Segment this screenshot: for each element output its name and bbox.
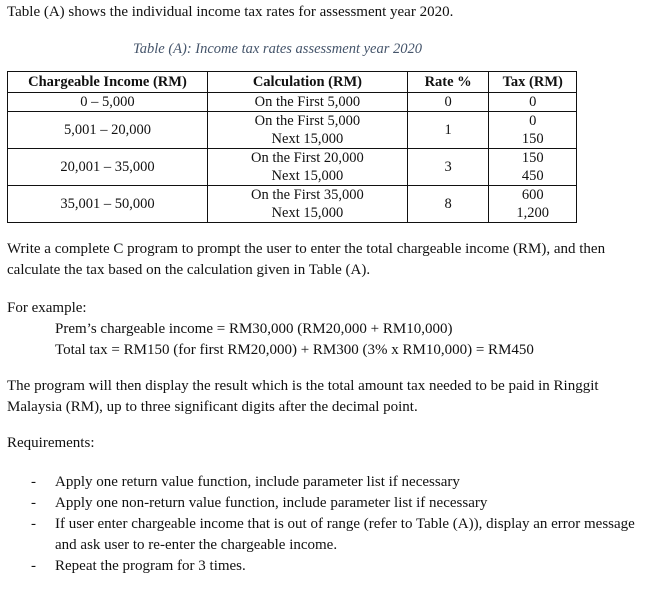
list-item: [7, 493, 637, 514]
calculation-cell: [207, 186, 407, 223]
calculation-cell: [207, 149, 407, 186]
example-line: Prem’s chargeable income = RM30,000 (RM20,000 + RM10,000): [55, 321, 453, 337]
result-description: The program will then display the result which is the total amount tax needed to be paid in Ringgit Malaysia (RM), up to three significant digits after the decimal point.: [7, 378, 599, 415]
tax-line: 150: [521, 131, 544, 147]
tax-cell: [489, 93, 577, 112]
tax-cell: [489, 186, 577, 223]
header-rate: Rate %: [407, 72, 489, 93]
bullet-dash: -: [31, 558, 36, 574]
example-block: [7, 298, 637, 361]
list-item: [7, 556, 637, 577]
calculation-line: On the First 5,000: [254, 113, 361, 129]
table-row: [8, 112, 577, 149]
tax-line: 0: [529, 113, 537, 129]
table-row: [8, 93, 577, 112]
calculation-line: On the First 35,000: [250, 187, 364, 203]
table-header-row: [8, 72, 577, 93]
header-tax: Tax (RM): [489, 72, 577, 93]
calculation-line: On the First 5,000: [254, 94, 361, 110]
task-description: Write a complete C program to prompt the user to enter the total chargeable income (RM), and then calculate the tax based on the calculation given in Table (A).: [7, 241, 606, 278]
list-item: [7, 514, 637, 556]
tax-cell: [489, 149, 577, 186]
income-cell: 0 – 5,000: [8, 93, 208, 112]
bullet-dash: -: [31, 495, 36, 511]
tax-rate-table: [7, 71, 577, 223]
table-caption: Table (A): Income tax rates assessment year 2020: [133, 41, 423, 57]
calculation-cell: [207, 93, 407, 112]
income-cell: 35,001 – 50,000: [8, 186, 208, 223]
tax-cell: [489, 112, 577, 149]
rate-cell: 3: [407, 149, 489, 186]
calculation-line: Next 15,000: [271, 131, 344, 147]
intro-text: Table (A) shows the individual income tax rates for assessment year 2020.: [7, 4, 454, 20]
requirement-text: Repeat the program for 3 times.: [55, 558, 246, 574]
tax-line: 150: [521, 150, 544, 166]
rate-cell: 0: [407, 93, 489, 112]
bullet-dash: -: [31, 474, 36, 490]
requirement-text: If user enter chargeable income that is out of range (refer to Table (A)), display an error message and ask user to re-enter the chargeable income.: [55, 516, 635, 553]
header-chargeable-income: Chargeable Income (RM): [8, 72, 208, 93]
calculation-line: On the First 20,000: [250, 150, 364, 166]
rate-cell: 1: [407, 112, 489, 149]
list-item: [7, 472, 637, 493]
example-heading: For example:: [7, 300, 87, 316]
requirement-text: Apply one return value function, include parameter list if necessary: [55, 474, 460, 490]
example-line: Total tax = RM150 (for first RM20,000) + RM300 (3% x RM10,000) = RM450: [55, 342, 534, 358]
bullet-dash: -: [31, 516, 36, 532]
income-cell: 5,001 – 20,000: [8, 112, 208, 149]
tax-line: 450: [521, 168, 544, 184]
requirements-heading: Requirements:: [7, 435, 95, 451]
tax-line: 600: [521, 187, 544, 203]
table-row: [8, 149, 577, 186]
requirements-list: [7, 472, 637, 577]
calculation-line: Next 15,000: [271, 205, 344, 221]
tax-line: 1,200: [516, 205, 550, 221]
calculation-cell: [207, 112, 407, 149]
requirement-text: Apply one non-return value function, include parameter list if necessary: [55, 495, 488, 511]
table-row: [8, 186, 577, 223]
tax-line: 0: [529, 94, 537, 110]
rate-cell: 8: [407, 186, 489, 223]
income-cell: 20,001 – 35,000: [8, 149, 208, 186]
calculation-line: Next 15,000: [271, 168, 344, 184]
header-calculation: Calculation (RM): [207, 72, 407, 93]
